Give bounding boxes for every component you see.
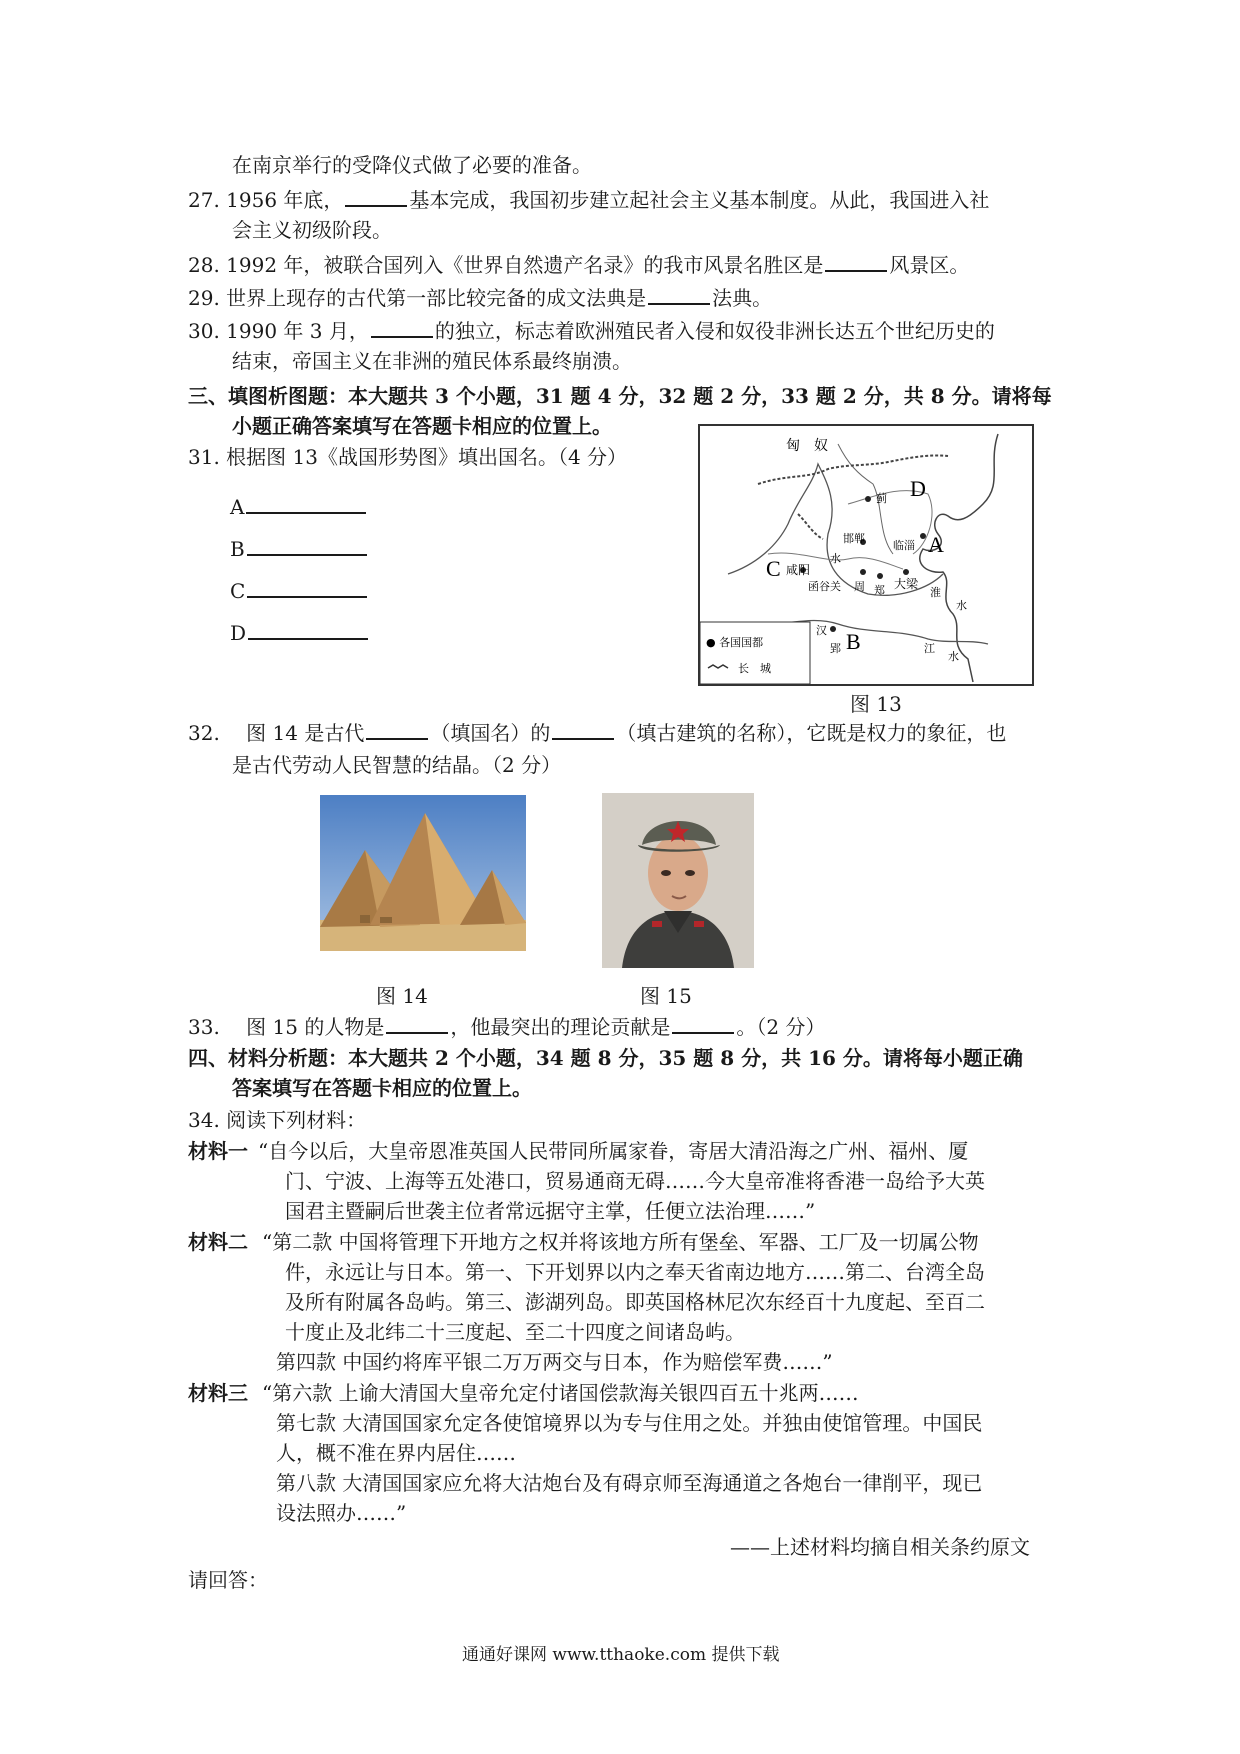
material-1-line-2: 门、宁波、上海等五处港口，贸易通商无碍……今大皇帝准将香港一岛给予大英: [285, 1169, 985, 1193]
map-label-han: 汉: [816, 624, 827, 637]
map-label-b: B: [846, 629, 861, 654]
map-label-linzi: 临淄: [893, 539, 915, 552]
material-3-line-3: 人，概不准在界内居住……: [276, 1441, 516, 1465]
material-1-line-3: 国君主暨嗣后世袭主位者常远据守主掌，任便立法治理……”: [285, 1199, 816, 1223]
section-4-heading: 四、材料分析题：本大题共 2 个小题，34 题 8 分，35 题 8 分，共 16 分。请将每小题正确: [188, 1046, 1023, 1070]
answer-prompt: 请回答：: [188, 1568, 268, 1592]
map-label-handan: 邯郸: [843, 532, 865, 545]
map-label-jiang: 江: [924, 642, 935, 655]
question-27-cont: 会主义初级阶段。: [232, 218, 392, 242]
material-2-line-5: 第四款 中国约将库平银二万万两交与日本，作为赔偿军费……”: [276, 1350, 833, 1374]
map-label-shui3: 水: [948, 650, 959, 663]
portrait-photo: [602, 793, 754, 968]
section-4-heading-cont: 答案填写在答题卡相应的位置上。: [232, 1076, 532, 1100]
material-3-label: 材料三: [188, 1381, 248, 1405]
map-label-daliang: 大梁: [894, 577, 919, 591]
material-3-line-5: 设法照办……”: [276, 1501, 407, 1525]
map-label-zheng: 郑: [874, 584, 885, 597]
figure-15-caption: 图 15: [640, 984, 692, 1008]
question-34: 34. 阅读下列材料：: [188, 1108, 367, 1132]
footer-credit: 通通好课网 www.tthaoke.com 提供下载: [462, 1645, 780, 1665]
map-label-shui2: 水: [956, 599, 967, 612]
question-31: 31. 根据图 13《战国形势图》填出国名。（4 分）: [188, 445, 628, 469]
warring-states-map: [698, 424, 1034, 686]
map-label-xiongnu: 匈 奴: [786, 438, 828, 454]
map-label-hangu: 函谷关: [808, 580, 841, 593]
material-source: ——上述材料均摘自相关条约原文: [730, 1535, 1030, 1559]
material-3-line-1: “第六款 上谕大清国大皇帝允定付诸国偿款海关银四百五十兆两……: [262, 1381, 859, 1405]
map-label-zhou: 周: [854, 580, 865, 593]
pyramids-photo: [320, 795, 526, 951]
question-27: 27. 1956 年底， 基本完成，我国初步建立起社会主义基本制度。从此，我国进入社: [188, 185, 989, 215]
material-2-line-2: 件，永远让与日本。第一、下开划界以内之奉天省南边地方……第二、台湾全岛: [285, 1260, 985, 1284]
map-label-ying: 郢: [830, 642, 841, 655]
section-3-heading: 三、填图析图题：本大题共 3 个小题，31 题 4 分，32 题 2 分，33 题 2 分，共 8 分。请将每: [188, 384, 1052, 408]
material-1-label: 材料一: [188, 1139, 248, 1163]
figure-13-caption: 图 13: [850, 692, 902, 716]
legend-wall: 长 城: [738, 662, 771, 675]
map-label-huai: 淮: [930, 586, 941, 599]
question-30-cont: 结束，帝国主义在非洲的殖民体系最终崩溃。: [232, 349, 632, 373]
map-label-c: C: [766, 556, 781, 581]
question-28: 28. 1992 年，被联合国列入《世界自然遗产名录》的我市风景名胜区是 风景区。: [188, 250, 969, 280]
material-3-line-4: 第八款 大清国国家应允将大沽炮台及有碍京师至海通道之各炮台一律削平，现已: [276, 1471, 983, 1495]
figure-14-caption: 图 14: [376, 984, 428, 1008]
section-3-heading-cont: 小题正确答案填写在答题卡相应的位置上。: [232, 414, 612, 438]
map-label-a: A: [928, 532, 944, 557]
question-33: 33. 图 15 的人物是 ，他最突出的理论贡献是 。（2 分）: [188, 1012, 825, 1042]
answer-b: B: [230, 532, 367, 561]
material-2-label: 材料二: [188, 1230, 248, 1254]
material-2-line-3: 及所有附属各岛屿。第三、澎湖列岛。即英国格林尼次东经百十九度起、至百二: [285, 1290, 985, 1314]
answer-d: D: [230, 616, 368, 645]
material-2-line-1: “第二款 中国将管理下开地方之权并将该地方所有堡垒、军器、工厂及一切属公物: [262, 1230, 979, 1254]
legend-capital: ● 各国国都: [706, 636, 764, 649]
material-3-line-2: 第七款 大清国国家允定各使馆境界以为专与住用之处。并独由使馆管理。中国民: [276, 1411, 983, 1435]
map-label-d: D: [910, 476, 926, 501]
answer-c: C: [230, 574, 367, 603]
material-2-line-4: 十度止及北纬二十三度起、至二十四度之间诸岛屿。: [285, 1320, 745, 1344]
question-32: 32. 图 14 是古代 （填国名）的 （填古建筑的名称），它既是权力的象征，也: [188, 718, 1006, 748]
answer-a: A: [230, 490, 366, 519]
question-32-cont: 是古代劳动人民智慧的结晶。（2 分）: [232, 753, 562, 777]
continued-text: 在南京举行的受降仪式做了必要的准备。: [232, 153, 592, 177]
question-29: 29. 世界上现存的古代第一部比较完备的成文法典是 法典。: [188, 283, 772, 313]
material-1-line-1: “自今以后，大皇帝恩准英国人民带同所属家眷，寄居大清沿海之广州、福州、厦: [258, 1139, 969, 1163]
question-30: 30. 1990 年 3 月， 的独立，标志着欧洲殖民者入侵和奴役非洲长达五个世纪历史的: [188, 316, 995, 346]
map-label-ji: 蓟: [876, 492, 887, 505]
map-label-shui: 水: [830, 552, 841, 565]
map-label-xianyang: 咸阳: [786, 563, 811, 577]
